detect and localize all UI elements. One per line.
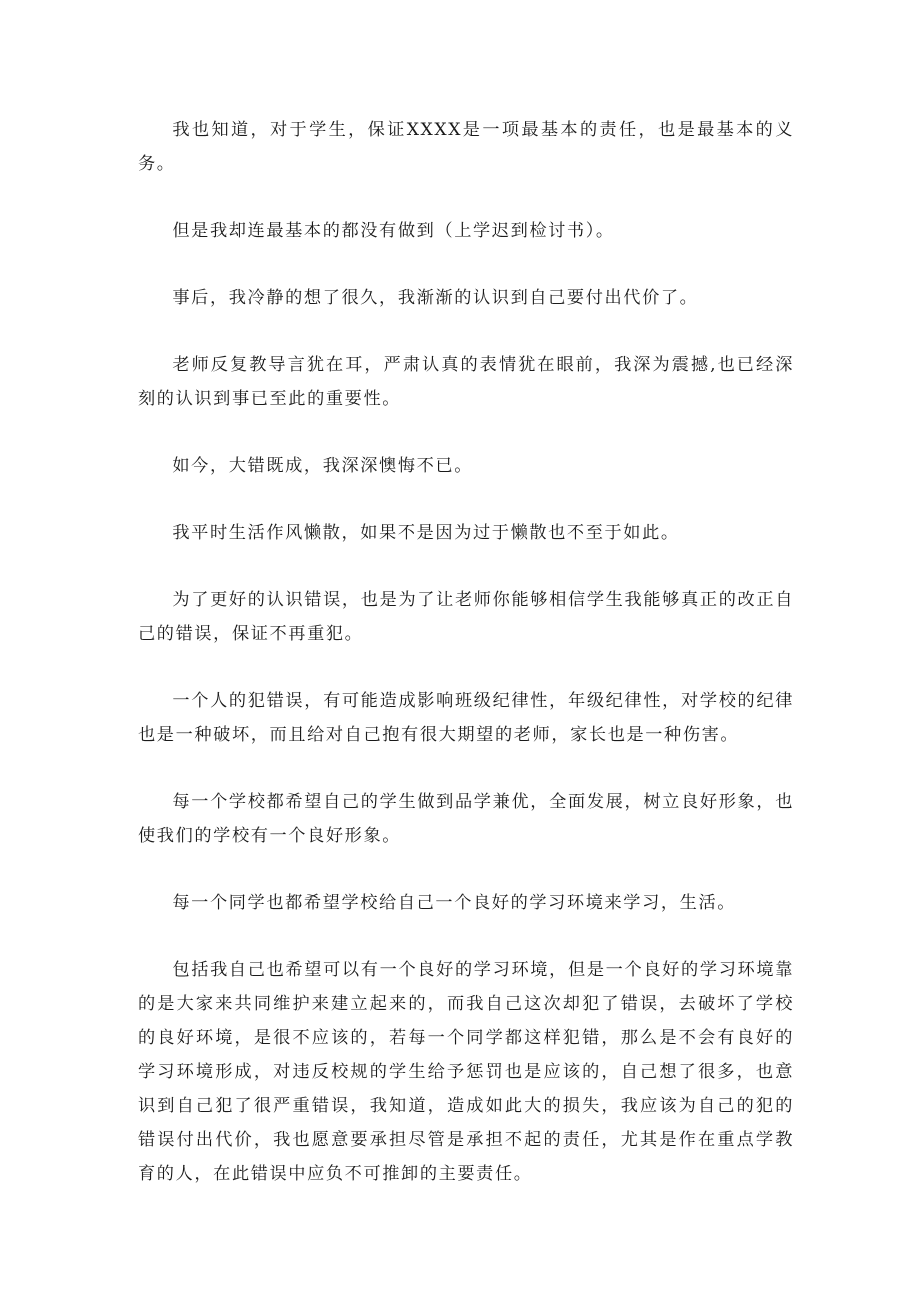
paragraph: 但是我却连最基本的都没有做到（上学迟到检讨书）。 xyxy=(172,221,615,241)
paragraph: 如今，大错既成，我深深懊悔不已。 xyxy=(172,456,473,476)
paragraph: 每一个学校都希望自己的学生做到品学兼优，全面发展，树立良好形象，也使我们的学校有一个良好形象。 xyxy=(138,792,794,846)
paragraph: 我平时生活作风懒散，如果不是因为过于懒散也不至于如此。 xyxy=(172,523,680,543)
paragraph: 老师反复教导言犹在耳，严肃认真的表情犹在眼前，我深为震撼,也已经深刻的认识到事已至此的重要性。 xyxy=(138,355,794,409)
document-body xyxy=(138,113,794,1224)
paragraph: 我也知道，对于学生，保证XXXX是一项最基本的责任，也是最基本的义务。 xyxy=(138,120,794,174)
paragraph: 一个人的犯错误，有可能造成影响班级纪律性，年级纪律性，对学校的纪律也是一种破坏，而且给对自己抱有很大期望的老师，家长也是一种伤害。 xyxy=(138,691,794,745)
paragraph: 包括我自己也希望可以有一个良好的学习环境，但是一个良好的学习环境靠的是大家来共同维护来建立起来的，而我自己这次却犯了错误，去破坏了学校的良好环境，是很不应该的，若每一个同学都这样犯错，那么是不会有良好的学习环境形成，对违反校规的学生给予惩罚也是应该的，自己想了很多，也意识到自己犯了很严重错误，我知道，造成如此大的损失，我应该为自己的犯的错误付出代价，我也愿意要承担尽管是承担不起的责任，尤其是作在重点学教育的人，在此错误中应负不可推卸的主要责任。 xyxy=(138,960,794,1184)
paragraph: 每一个同学也都希望学校给自己一个良好的学习环境来学习，生活。 xyxy=(172,893,737,913)
paragraph: 事后，我冷静的想了很久，我渐渐的认识到自己要付出代价了。 xyxy=(172,288,699,308)
paragraph: 为了更好的认识错误，也是为了让老师你能够相信学生我能够真正的改正自己的错误，保证不再重犯。 xyxy=(138,590,794,644)
